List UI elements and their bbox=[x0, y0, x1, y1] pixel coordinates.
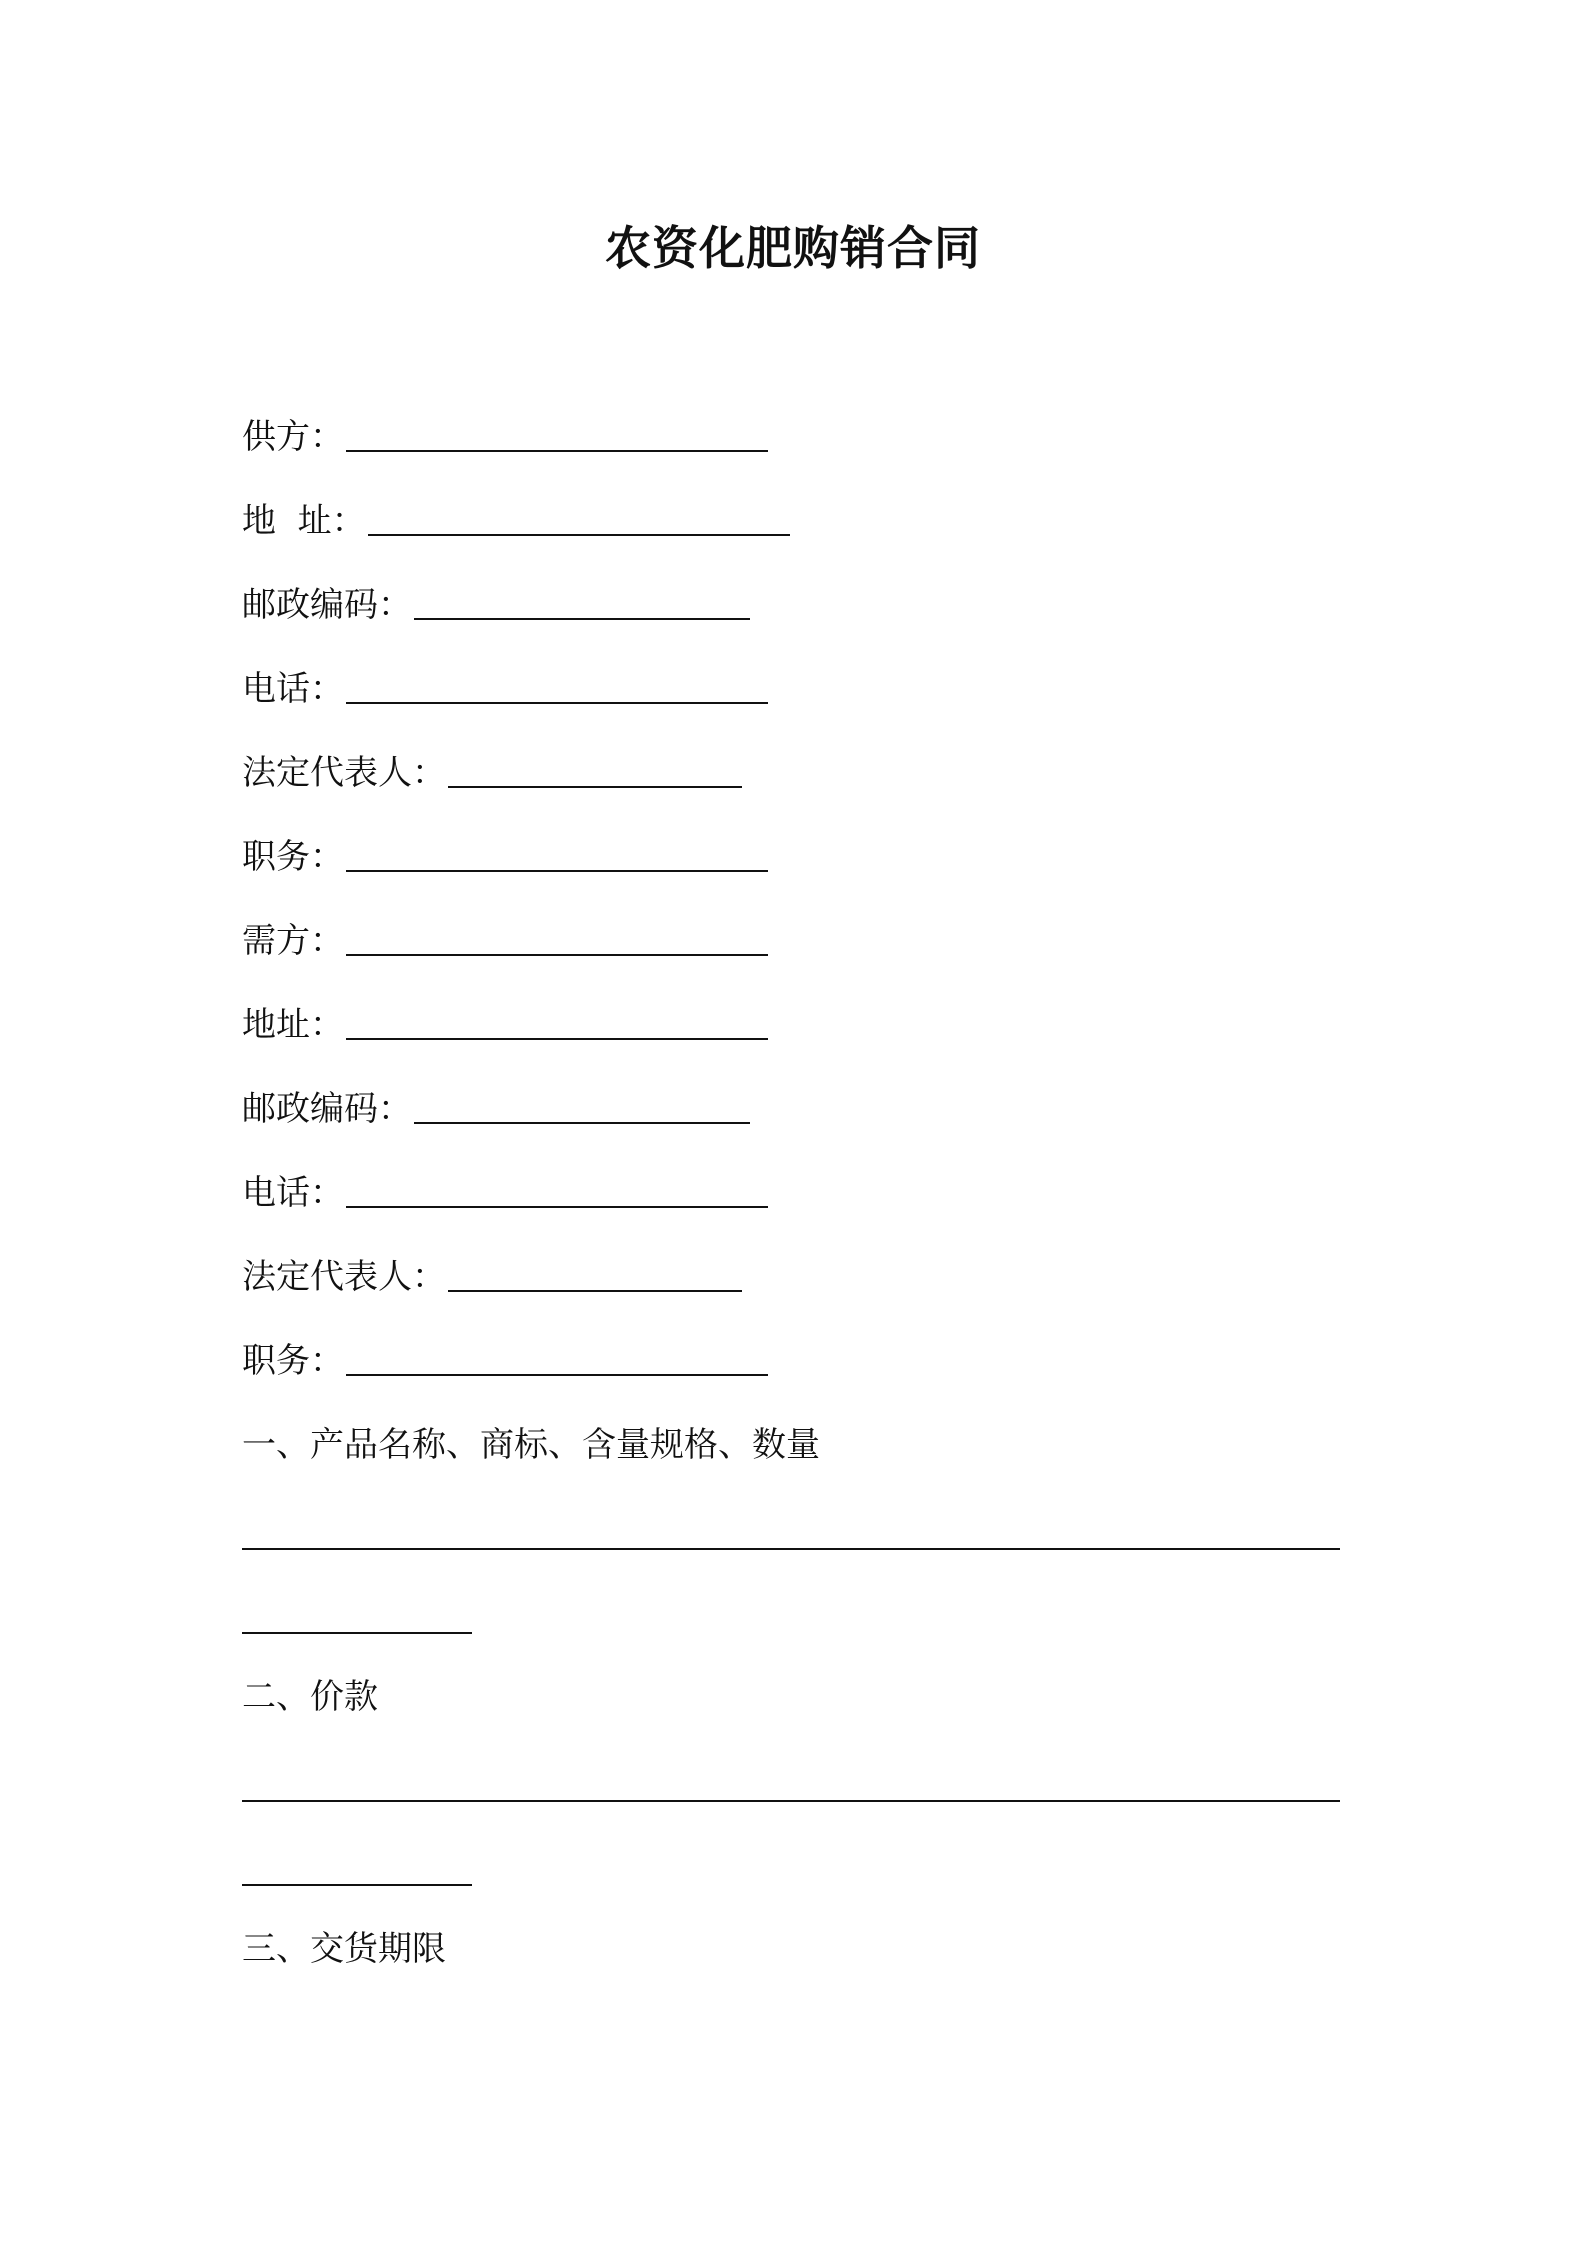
buyer-address-label: 地址： bbox=[242, 1005, 344, 1045]
buyer-legal-rep-row bbox=[242, 1254, 742, 1300]
supplier-phone-blank[interactable] bbox=[346, 666, 768, 704]
supplier-phone-row bbox=[242, 666, 768, 712]
buyer-party-row bbox=[242, 918, 768, 964]
buyer-address-blank[interactable] bbox=[346, 1002, 768, 1040]
supplier-position-label: 职务： bbox=[242, 837, 344, 877]
buyer-position-label: 职务： bbox=[242, 1341, 344, 1381]
buyer-legal-rep-label: 法定代表人： bbox=[242, 1257, 446, 1297]
section-price-fill-line[interactable] bbox=[242, 1800, 1340, 1802]
buyer-phone-row bbox=[242, 1170, 768, 1216]
buyer-position-blank[interactable] bbox=[346, 1338, 768, 1376]
supplier-position-blank[interactable] bbox=[346, 834, 768, 872]
supplier-legal-rep-blank[interactable] bbox=[448, 750, 742, 788]
supplier-address-blank[interactable] bbox=[368, 498, 790, 536]
buyer-position-row bbox=[242, 1338, 768, 1384]
document-title: 农资化肥购销合同 bbox=[605, 221, 981, 275]
buyer-address-row bbox=[242, 1002, 768, 1048]
supplier-party-row bbox=[242, 414, 768, 460]
section-heading-products: 一、产品名称、商标、含量规格、数量 bbox=[242, 1425, 820, 1465]
buyer-legal-rep-blank[interactable] bbox=[448, 1254, 742, 1292]
section-heading-delivery: 三、交货期限 bbox=[242, 1929, 446, 1969]
supplier-address-label: 地 址： bbox=[242, 501, 366, 541]
section-price-fill-line-2[interactable] bbox=[242, 1884, 472, 1886]
supplier-address-row bbox=[242, 498, 790, 544]
supplier-postcode-label: 邮政编码： bbox=[242, 585, 412, 625]
supplier-party-label: 供方： bbox=[242, 417, 344, 457]
supplier-party-blank[interactable] bbox=[346, 414, 768, 452]
supplier-legal-rep-row bbox=[242, 750, 742, 796]
buyer-postcode-blank[interactable] bbox=[414, 1086, 750, 1124]
buyer-party-label: 需方： bbox=[242, 921, 344, 961]
buyer-postcode-label: 邮政编码： bbox=[242, 1089, 412, 1129]
supplier-position-row bbox=[242, 834, 768, 880]
supplier-phone-label: 电话： bbox=[242, 669, 344, 709]
section-products-fill-line-2[interactable] bbox=[242, 1632, 472, 1634]
buyer-party-blank[interactable] bbox=[346, 918, 768, 956]
buyer-phone-blank[interactable] bbox=[346, 1170, 768, 1208]
section-heading-price: 二、价款 bbox=[242, 1677, 378, 1717]
supplier-postcode-row bbox=[242, 582, 750, 628]
buyer-phone-label: 电话： bbox=[242, 1173, 344, 1213]
supplier-postcode-blank[interactable] bbox=[414, 582, 750, 620]
section-products-fill-line[interactable] bbox=[242, 1548, 1340, 1550]
supplier-legal-rep-label: 法定代表人： bbox=[242, 753, 446, 793]
buyer-postcode-row bbox=[242, 1086, 750, 1132]
